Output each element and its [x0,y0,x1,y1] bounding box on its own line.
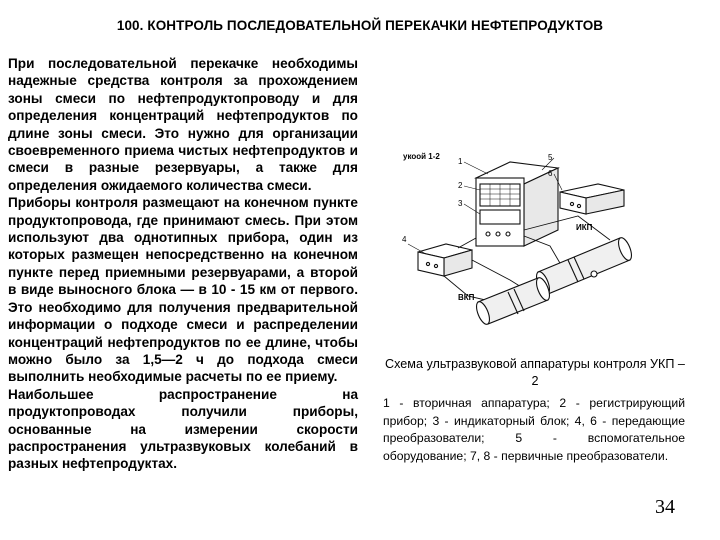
page-title: 100. КОНТРОЛЬ ПОСЛЕДОВАТЕЛЬНОЙ ПЕРЕКАЧКИ НЕФТЕПРОДУКТОВ [116,18,604,33]
ukp-schematic-figure [398,150,648,325]
label-vkp: ВКП [458,293,475,302]
body-text [8,55,358,473]
label-4: 4 [402,235,407,244]
label-5: 5 [548,153,553,162]
page-number: 34 [655,496,675,518]
secondary-equipment-cabinet [476,162,558,246]
paragraph-3: Наибольшее распространение на продуктопроводах получили приборы, основанные на измерении скорости распространения ультразвуковых колебаний в разных нефтепродуктах. [8,386,358,472]
label-6: 6 [548,169,553,178]
paragraph-1: При последовательной перекачке необходимы надежные средства контроля за прохождением зоны смеси по нефтепродуктопроводу и для определения концентраций нефтепродуктов по длине зоны смеси. Это нужно для организации своевременного приема чистых нефтепродуктов и смеси в разные резервуары, а также для определения ожидаемого количества смеси. [8,56,358,193]
label-2: 2 [458,181,463,190]
label-1: 1 [458,157,463,166]
paragraph-2: Приборы контроля размещают на конечном пункте продуктопровода, где принимают смесь. При этом используют два однотипных прибора, один из которых размещен непосредственно на конечном пункте перед приемными резервуарами, а второй в виде выносного блока — в 10 - 15 км от первого. Это необходимо для получения предварительной информации о подходе смеси и распределении концентраций нефтепродуктов по ее длине, чтобы можно было за 1,5—2 ч до подхода смеси выполнить необходимые расчеты по ее приему. [8,195,358,385]
label-ikp: ИКП [576,223,593,232]
transmitter-box-6 [560,184,624,214]
pipeline-vkp [474,276,552,325]
figure-caption: Схема ультразвуковой аппаратуры контроля УКП – 2 [385,357,685,388]
figure-legend: 1 - вторичная аппаратура; 2 - регистрирующий прибор; 3 - индикаторный блок; 4, 6 - передающие преобразователи; 5 - вспомогательное оборудование; 7, 8 - первичные преобразователи. [383,396,685,463]
pipeline-ikp [534,236,634,296]
label-3: 3 [458,199,463,208]
transmitter-box-4 [418,244,472,276]
device-label: укоой 1-2 [403,152,440,161]
